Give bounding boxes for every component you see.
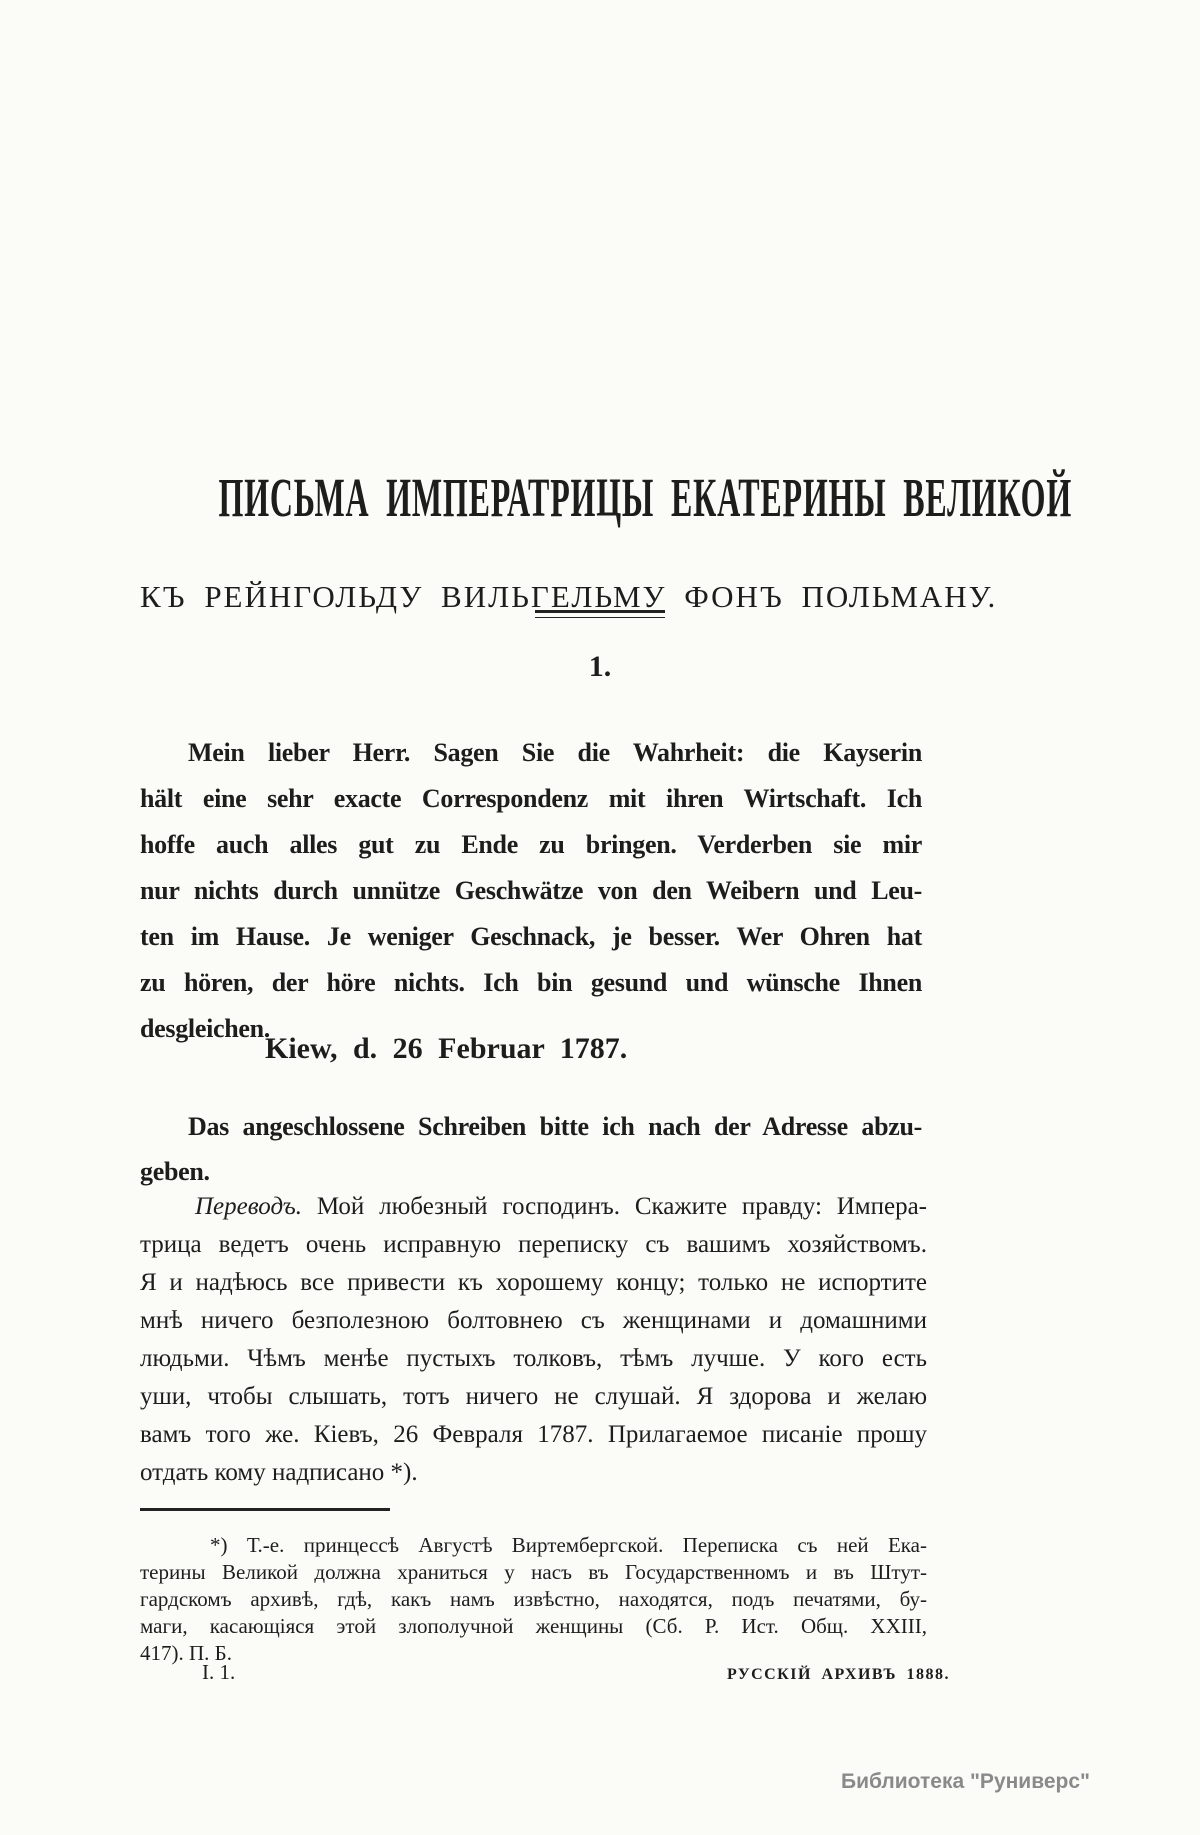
german-letter-line: ten im Hause. Je weniger Geschnack, je besser. Wer Ohren hat — [140, 922, 922, 951]
translation-line: трица ведетъ очень исправную переписку съ вашимъ хозяйствомъ. — [140, 1231, 927, 1258]
translation-line: уши, чтобы слышать, тотъ ничего не слушай. Я здорова и желаю — [140, 1383, 927, 1410]
page-subtitle: КЪ РЕЙНГОЛЬДУ ВИЛЬГЕЛЬМУ ФОНЪ ПОЛЬМАНУ. — [140, 578, 998, 614]
postscript-line: Das angeschlossene Schreiben bitte ich nach der Adresse abzu- — [188, 1112, 922, 1141]
page-title: ПИСЬМА ИМПЕРАТРИЦЫ ЕКАТЕРИНЫ ВЕЛИКОЙ — [218, 466, 1073, 529]
footnote-line: терины Великой должна храниться у насъ въ Государственномъ и въ Штут- — [140, 1560, 927, 1584]
postscript-line: geben. — [140, 1157, 210, 1186]
library-watermark: Библиотека "Руниверс" — [840, 1770, 1090, 1793]
footnote-text — [140, 1532, 927, 1667]
german-letter-line: Mein lieber Herr. Sagen Sie die Wahrheit: die Kayserin — [188, 738, 922, 767]
translation-line: мнѣ ничего безполезною болтовнею съ женщинами и домашними — [140, 1307, 927, 1334]
translation-line: Я и надѣюсь все привести къ хорошему концу; только не испортите — [140, 1269, 927, 1296]
letter-postscript — [140, 1104, 922, 1194]
translation-lead: Переводъ. — [195, 1193, 302, 1220]
footnote-line: *) Т.-е. принцессѣ Августѣ Виртембергской. Переписка съ ней Ека- — [210, 1533, 927, 1557]
footnote-divider — [140, 1508, 390, 1511]
translation-line: людьми. Чѣмъ менѣе пустыхъ толковъ, тѣмъ лучше. У кого есть — [140, 1345, 927, 1372]
page-footer — [140, 1660, 950, 1685]
german-letter-line: hält eine sehr exacte Correspondenz mit ihren Wirtschaft. Ich — [140, 784, 922, 813]
translation-line — [140, 1188, 927, 1226]
german-letter-text — [140, 730, 922, 1052]
russian-translation-text — [140, 1188, 927, 1492]
signature-mark: I. 1. — [202, 1660, 236, 1684]
footnote-line: маги, касающіяся этой злополучной женщины (Сб. Р. Ист. Общ. XXIII, — [140, 1614, 927, 1638]
german-letter-line: desgleichen. — [140, 1014, 271, 1043]
footnote-line: гардскомъ архивѣ, гдѣ, какъ намъ извѣстно, находятся, подъ печатями, бу- — [140, 1587, 927, 1611]
letter-dateline: Kiew, d. 26 Februar 1787. — [265, 1032, 628, 1065]
translation-line: отдать кому надписано *). — [140, 1459, 418, 1486]
title-divider — [535, 610, 665, 618]
translation-line: вамъ того же. Кіевъ, 26 Февраля 1787. Прилагаемое писаніе прошу — [140, 1421, 927, 1448]
footnote-line: 417). П. Б. — [140, 1641, 232, 1665]
german-letter-line: hoffe auch alles gut zu Ende zu bringen. Verderben sie mir — [140, 830, 922, 859]
section-number: 1. — [588, 650, 612, 683]
translation-line-rest: Мой любезный господинъ. Скажите правду: Импера- — [316, 1193, 928, 1220]
german-letter-line: zu hören, der höre nichts. Ich bin gesund und wünsche Ihnen — [140, 968, 922, 997]
german-letter-line: nur nichts durch unnütze Geschwätze von den Weibern und Leu- — [140, 876, 922, 905]
journal-imprint: РУССКІЙ АРХИВЪ 1888. — [726, 1666, 950, 1683]
